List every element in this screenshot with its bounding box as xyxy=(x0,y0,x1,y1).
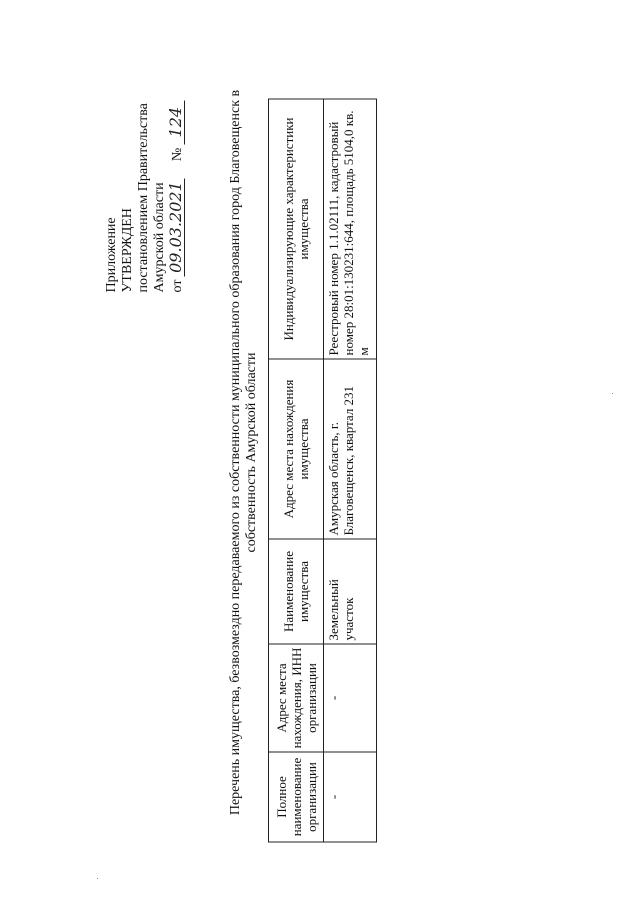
table-header-row xyxy=(269,99,324,842)
approval-line-approved: УТВЕРЖДЕН xyxy=(120,208,135,293)
approval-date-line xyxy=(168,100,186,292)
approval-stamp xyxy=(104,100,186,292)
header-characteristics: Индивидуализирующие характеристики имущества xyxy=(269,99,324,359)
number-prefix: № xyxy=(170,147,185,162)
cell-characteristics: Реестровый номер 1.1.02111, кадастровый номер 28:01:130231:644, площадь 5104,0 кв. м xyxy=(324,99,377,359)
approval-line-resolution: постановлением Правительства xyxy=(136,103,151,293)
cell-full-name: - xyxy=(324,752,377,842)
header-property-name: Наименование имущества xyxy=(269,539,324,644)
table-row xyxy=(324,99,377,842)
handwritten-number: 124 xyxy=(168,100,185,144)
cell-property-name: Земельный участок xyxy=(324,539,377,644)
handwritten-date: 09.03.2021 xyxy=(168,178,185,276)
approval-line-region: Амурской области xyxy=(152,182,167,293)
scan-speck xyxy=(97,878,98,879)
property-table xyxy=(268,99,377,843)
header-property-address: Адрес места нахождения имущества xyxy=(269,359,324,539)
header-full-name: Полное наименование организации xyxy=(269,752,324,842)
scan-speck xyxy=(612,393,613,394)
heading-line-2: собственность Амурской области xyxy=(244,352,259,553)
approval-line-appendix: Приложение xyxy=(104,217,119,293)
date-prefix: от xyxy=(170,279,185,293)
header-org-address: Адрес места нахождения, ИНН организации xyxy=(269,644,324,752)
document-heading xyxy=(228,63,260,843)
cell-org-address: - xyxy=(324,644,377,752)
heading-line-1: Перечень имущества, безвозмездно передаваемого из собственности муниципального образования город Благовещенск в xyxy=(228,89,243,816)
cell-property-address: Амурская область, г. Благовещенск, квартал 231 xyxy=(324,359,377,539)
